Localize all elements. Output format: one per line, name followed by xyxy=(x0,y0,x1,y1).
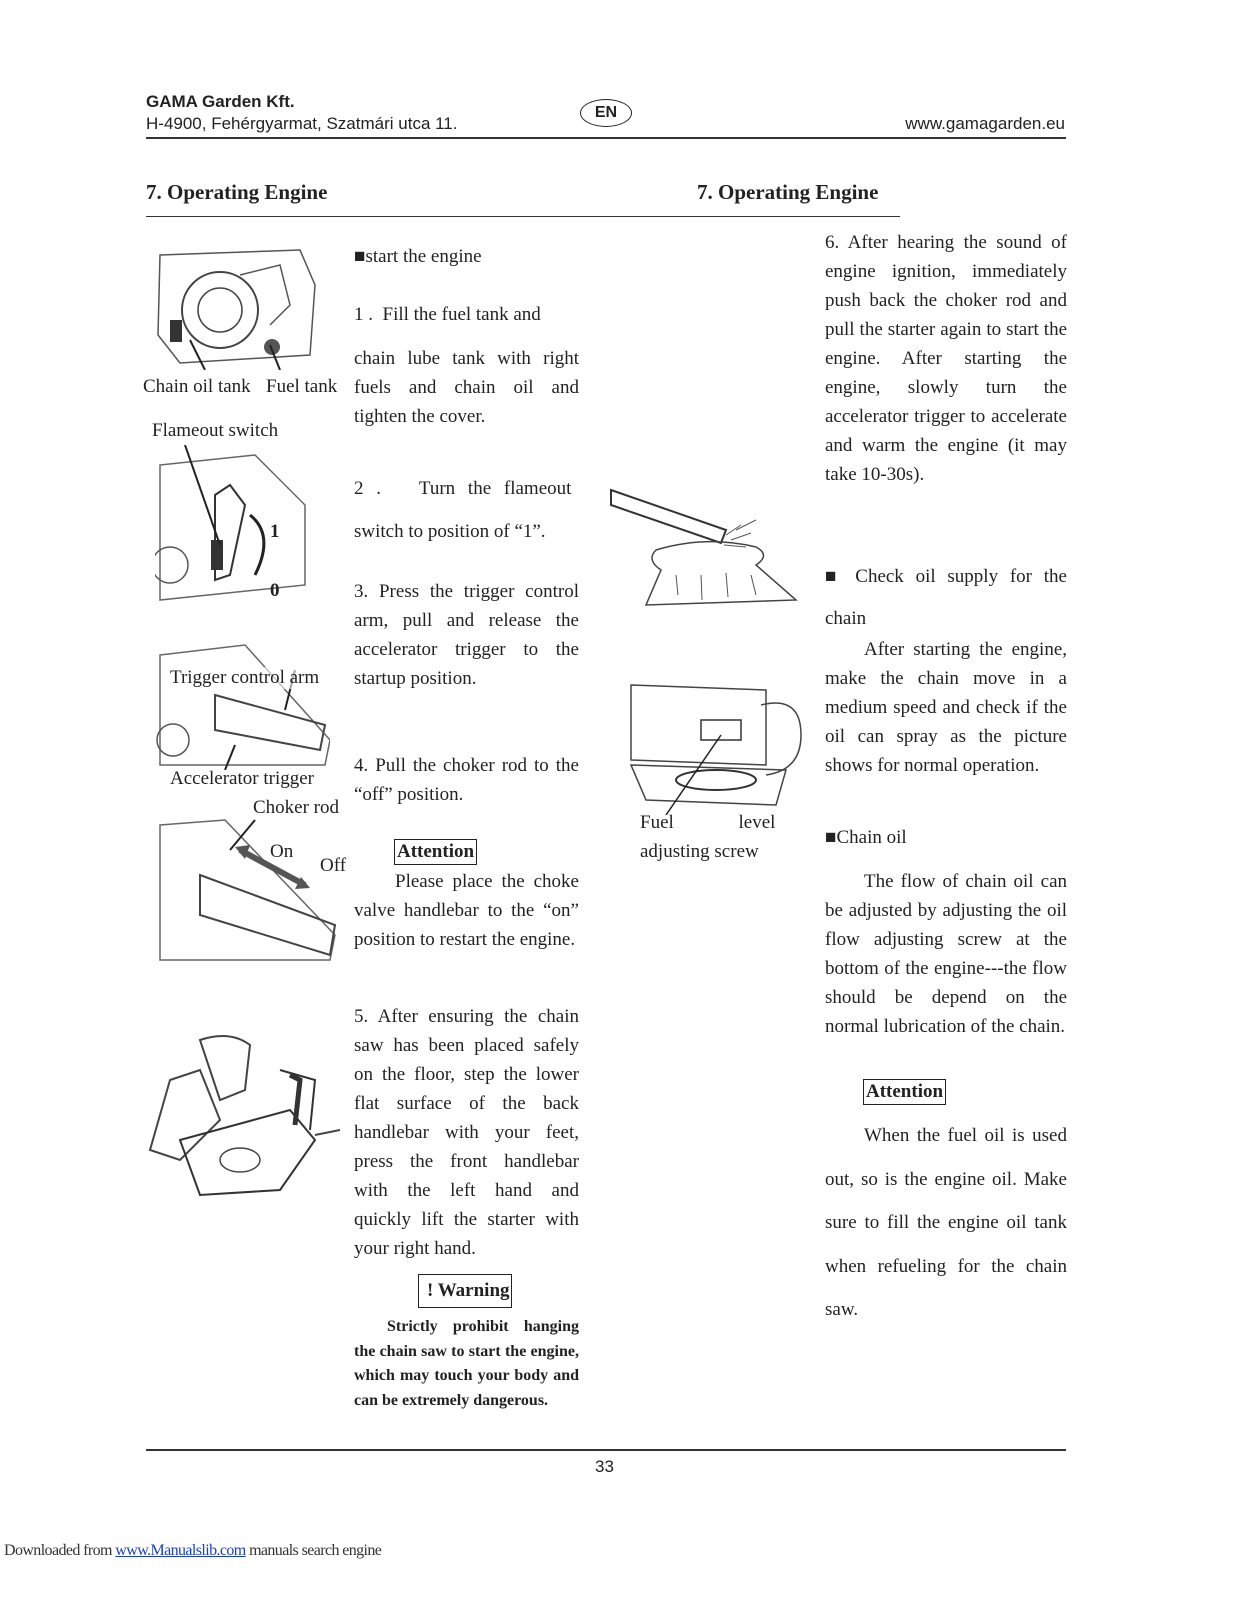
step-2-first-line: 2 . Turn the flameout xyxy=(354,478,572,499)
chain-oil-tank-label: Chain oil tank xyxy=(143,376,251,397)
page-number: 33 xyxy=(595,1457,614,1476)
fuel-level-label-line2: adjusting screw xyxy=(640,841,759,862)
company-address: H-4900, Fehérgyarmat, Szatmári utca 11. xyxy=(146,114,458,133)
check-oil-text: After starting the engine, make the chain move in a medium speed and check if the oil can spray as the picture shows for normal operation. xyxy=(825,639,1067,776)
choker-off-label: Off xyxy=(320,855,347,876)
company-name: GAMA Garden Kft. xyxy=(146,92,295,111)
step-1-text: chain lube tank with right fuels and chain oil and tighten the cover. xyxy=(354,348,579,427)
language-badge: EN xyxy=(580,99,632,127)
warning-label: ! Warning xyxy=(418,1274,512,1308)
step-5-text: 5. After ensuring the chain saw has been placed safely on the floor, step the lower flat surface of the back handlebar with your feet, press the front handlebar with the left hand and quickly lift the starter with your right hand. xyxy=(354,1006,579,1259)
section-title-right: 7. Operating Engine xyxy=(697,180,879,204)
step-3-text: 3. Press the trigger control arm, pull and release the accelerator trigger to the startup position. xyxy=(354,581,579,689)
check-oil-heading-cont: chain xyxy=(825,608,867,629)
choker-rod-label: Choker rod xyxy=(253,797,340,818)
flameout-switch-label: Flameout switch xyxy=(152,420,279,441)
chain-oil-text: The flow of chain oil can be adjusted by adjusting the oil flow adjusting screw at the bottom of the engine---the flow should be depend on the normal lubrication of the chain. xyxy=(825,871,1067,1037)
step-6-text: 6. After hearing the sound of engine ignition, immediately push back the choker rod and pull the starter again to start the engine. After starting the engine, slowly turn the accelerator trigger to accelerate and warm the engine (it may take 10-30s). xyxy=(825,232,1067,485)
step-1-first-line: 1 . Fill the fuel tank and xyxy=(354,304,541,325)
trigger-illustration xyxy=(155,640,330,770)
website: www.gamagarden.eu xyxy=(905,114,1065,133)
fuel-tank-label: Fuel tank xyxy=(266,376,338,397)
choker-rod-illustration xyxy=(155,815,340,965)
step-4-text: 4. Pull the choker rod to the “off” position. xyxy=(354,755,579,805)
header-rule xyxy=(146,137,1066,139)
warning-text: Strictly prohibit hanging the chain saw to start the engine, which may touch your body and can be extremely dangerous. xyxy=(354,1318,579,1409)
manualslib-link[interactable]: www.Manualslib.com xyxy=(115,1542,246,1559)
trigger-control-arm-label: Trigger control arm xyxy=(170,667,320,688)
start-engine-heading: ■start the engine xyxy=(354,246,482,267)
tank-illustration xyxy=(150,245,320,370)
section-title-left: 7. Operating Engine xyxy=(146,180,328,204)
check-oil-heading: ■ Check oil supply for the xyxy=(825,566,1067,587)
starting-posture-illustration xyxy=(140,1030,340,1200)
attention-label-right: Attention xyxy=(863,1079,946,1105)
downloaded-from-text: Downloaded from xyxy=(4,1542,112,1559)
section-rule xyxy=(146,216,900,217)
attention-text-middle: Please place the choke valve handlebar to the “on” position to restart the engine. xyxy=(354,871,579,950)
attention-text-right: When the fuel oil is used out, so is the engine oil. Make sure to fill the engine oil tank when refueling for the chain saw. xyxy=(825,1125,1067,1320)
fuel-level-screw-illustration xyxy=(626,675,806,815)
fuel-level-label-line1: Fuel level xyxy=(640,812,776,833)
attention-box-right xyxy=(863,1079,946,1105)
choker-on-label: On xyxy=(270,841,294,862)
switch-position-1: 1 xyxy=(270,521,280,542)
footer-rule xyxy=(146,1449,1066,1451)
step-2-text: switch to position of “1”. xyxy=(354,521,546,542)
warning-box xyxy=(418,1274,512,1308)
attention-label-middle: Attention xyxy=(394,839,477,865)
chain-oil-spray-illustration xyxy=(606,475,811,620)
download-footer xyxy=(4,1542,381,1560)
accelerator-trigger-label: Accelerator trigger xyxy=(170,768,314,789)
attention-box-middle xyxy=(394,839,477,865)
flameout-switch-illustration xyxy=(155,445,315,605)
manuals-search-text: manuals search engine xyxy=(249,1542,382,1559)
chain-oil-heading: ■Chain oil xyxy=(825,827,907,848)
switch-position-0: 0 xyxy=(270,580,280,601)
